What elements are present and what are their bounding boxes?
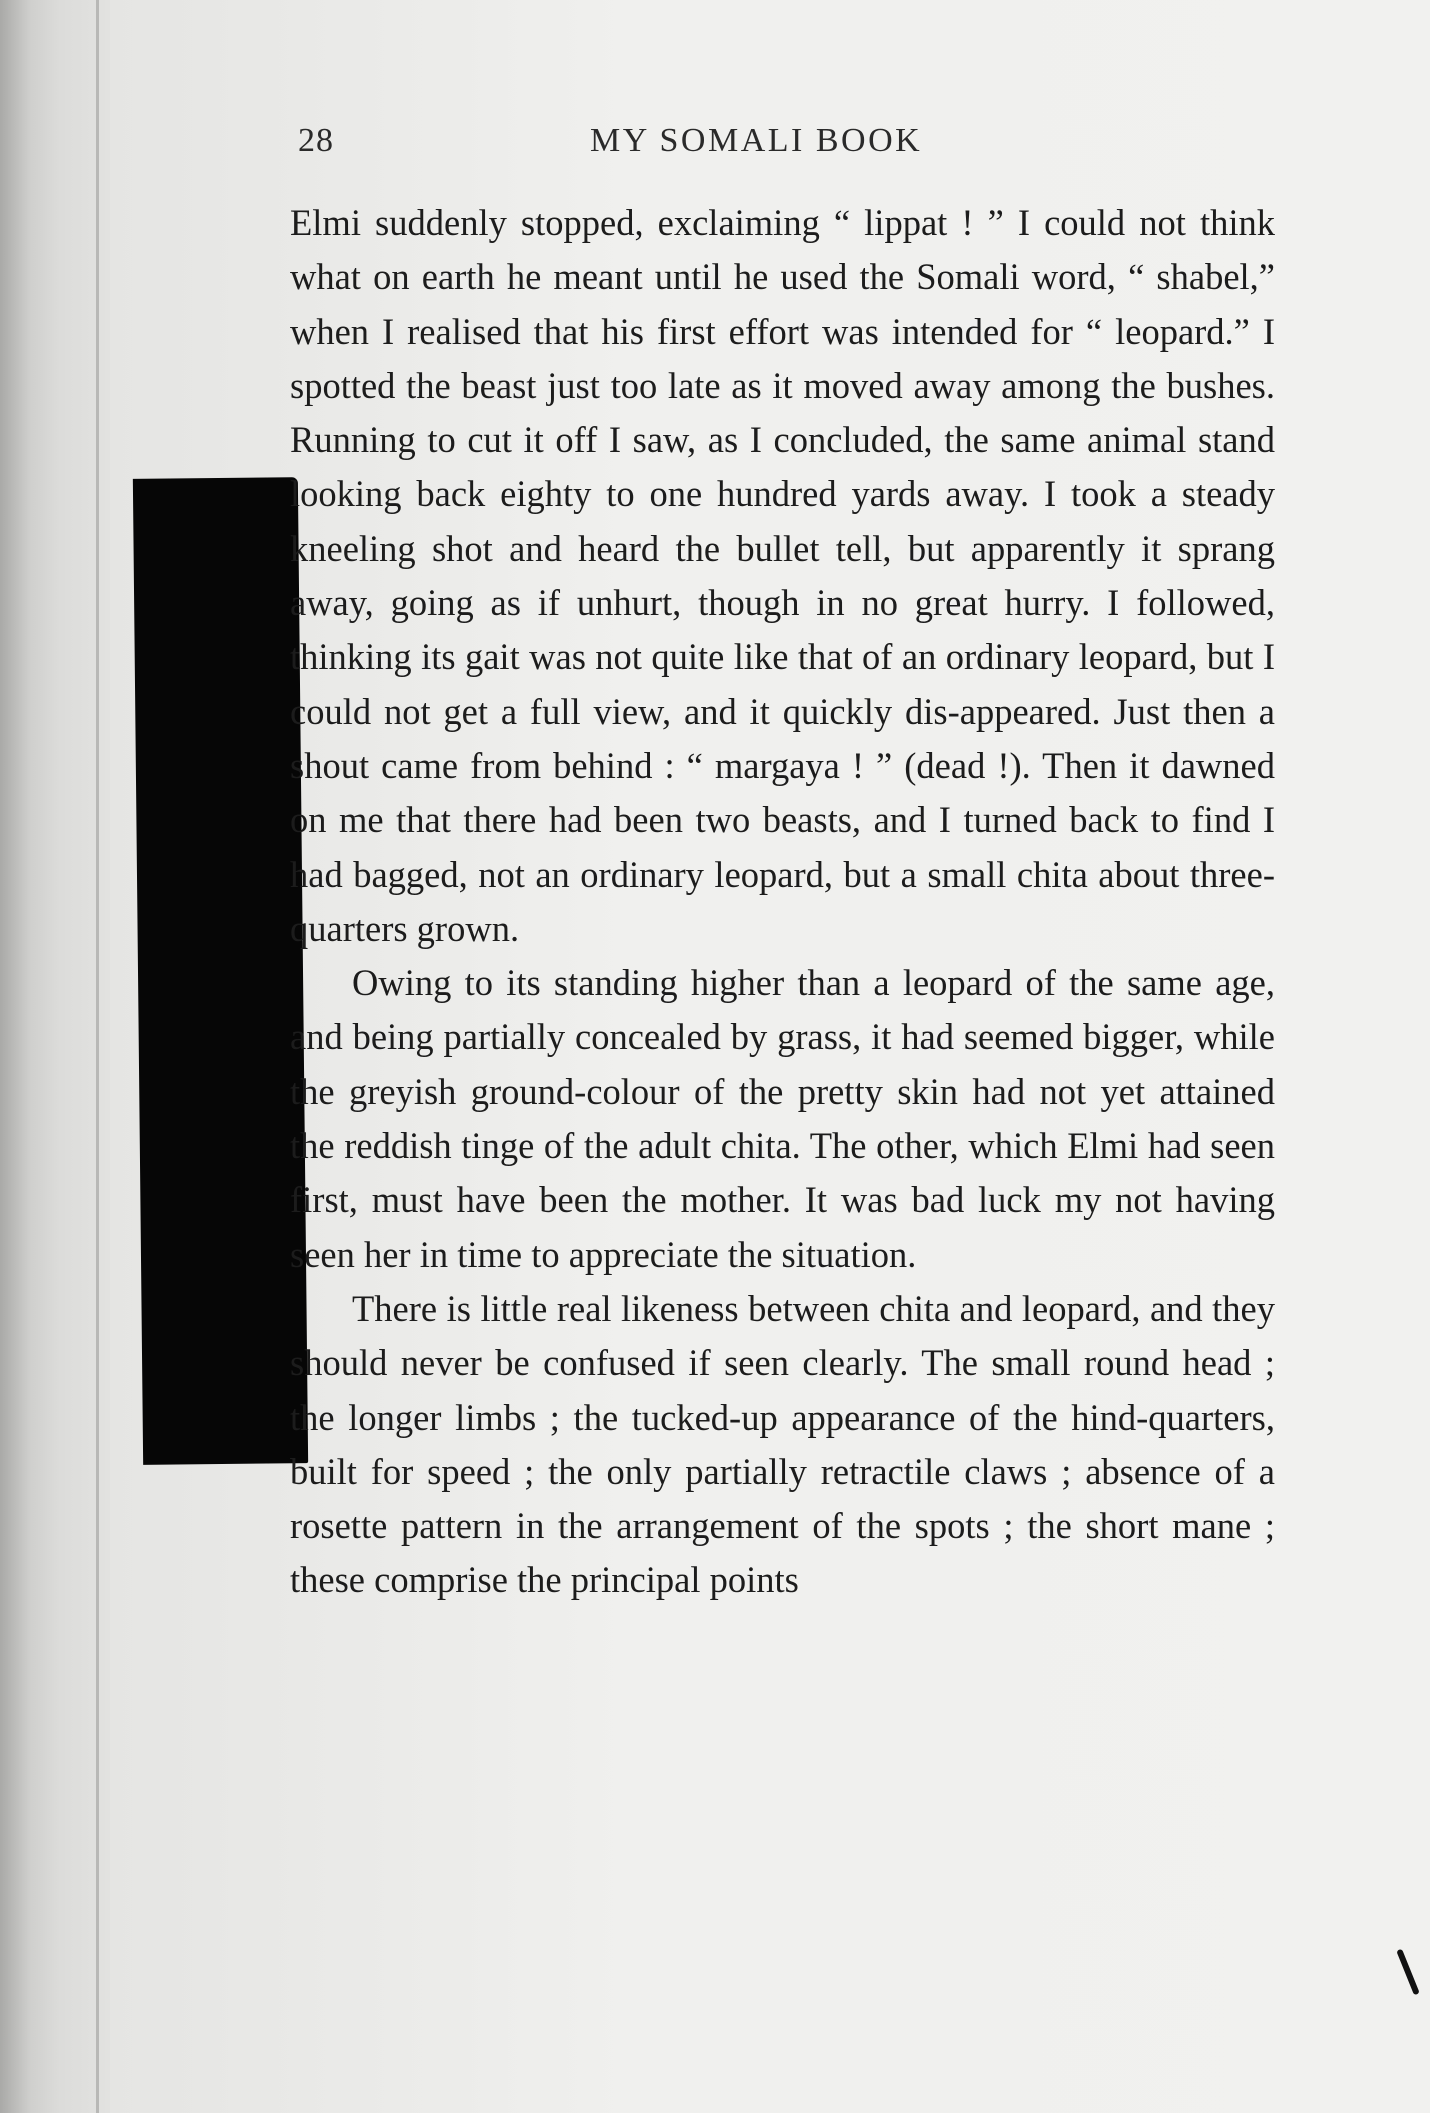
body-text (290, 196, 1275, 1608)
paragraph-3: There is little real likeness between chita and leopard, and they should never be confused if seen clearly. The small round head ; the longer limbs ; the tucked-up appearance of the hind-quarters, built for speed ; the only partially retractile claws ; absence of a rosette pattern in the arrangement of the spots ; the short mane ; these comprise the principal points (290, 1287, 1275, 1601)
bookmark-ribbon (133, 477, 308, 1465)
page-number: 28 (298, 122, 334, 159)
paragraph-1: Elmi suddenly stopped, exclaiming “ lippat ! ” I could not think what on earth he meant until he used the Somali word, “ shabel,” when I realised that his first effort was intended for “ leopard.” I spotted the beast just too late as it moved away among the bushes. Running to cut it off I saw, as I concluded, the same animal stand looking back eighty to one hundred yards away. I took a steady kneeling shot and heard the bullet tell, but apparently it sprang away, going as if unhurt, though in no great hurry. I followed, thinking its gait was not quite like that of an ordinary leopard, but I could not get a full view, and it quickly dis-appeared. Just then a shout came from behind : “ margaya ! ” (dead !). Then it dawned on me that there had been two beasts, and I turned back to find I had bagged, not an ordinary leopard, but a small chita about three-quarters grown. (290, 202, 1275, 949)
book-gutter (0, 0, 110, 2113)
running-head: MY SOMALI BOOK (590, 122, 923, 159)
paragraph-2: Owing to its standing higher than a leopard of the same age, and being partially concealed by grass, it had seemed bigger, while the greyish ground-colour of the pretty skin had not yet attained the reddish tinge of the adult chita. The other, which Elmi had seen first, must have been the mother. It was bad luck my not having seen her in time to appreciate the situation. (290, 962, 1275, 1275)
gutter-edge (96, 0, 99, 2113)
